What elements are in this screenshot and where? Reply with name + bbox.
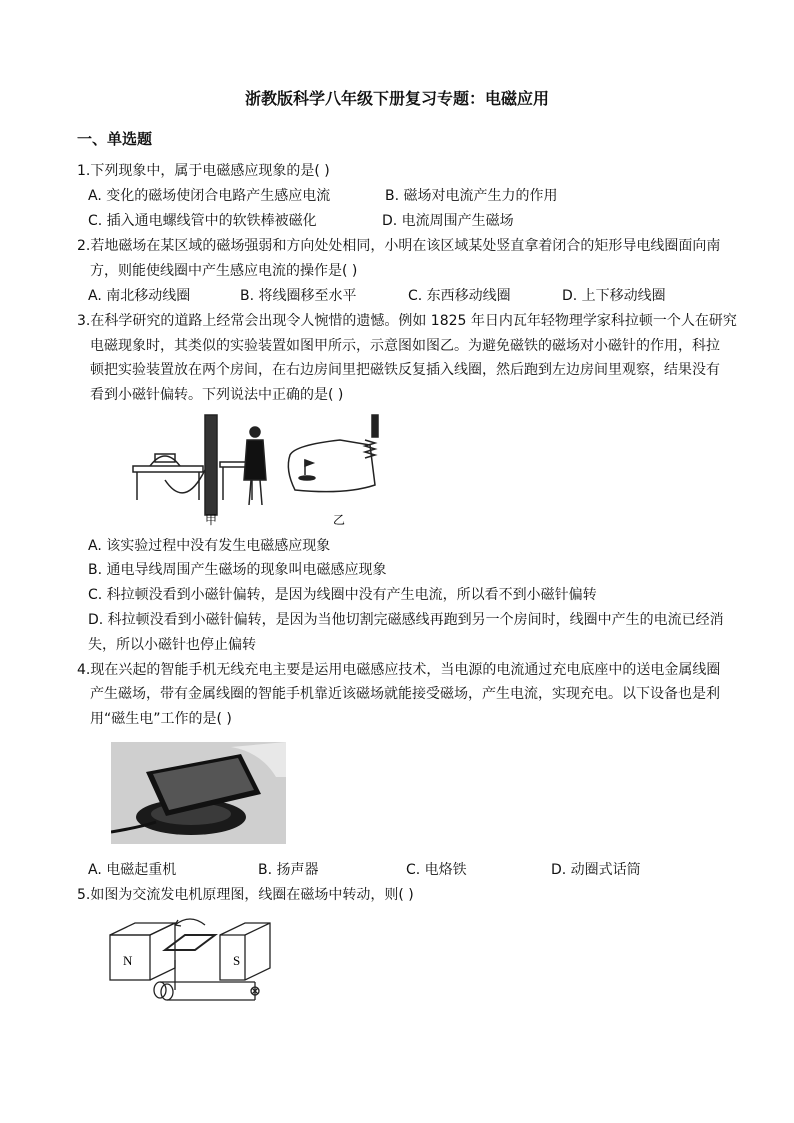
- q3-option-d-cont: 失，所以小磁针也停止偏转: [88, 637, 256, 653]
- q4-option-a: A. 电磁起重机: [88, 862, 177, 878]
- wireless-charging-photo: [111, 742, 286, 844]
- q3-option-a: A. 该实验过程中没有发生电磁感应现象: [88, 538, 331, 554]
- q1-option-a: A. 变化的磁场使闭合电路产生感应电流: [88, 188, 331, 204]
- ac-generator-figure: [105, 910, 275, 1015]
- question-4-text: 4.现在兴起的智能手机无线充电主要是运用电磁感应技术，当电源的电流通过充电底座中的送电金属线圈: [77, 662, 721, 678]
- question-2-text: 2.若地磁场在某区域的磁场强弱和方向处处相同，小明在该区域某处竖直拿着闭合的矩形导电线圈面向南: [77, 238, 721, 254]
- question-3-text-cont: 电磁现象时，其类似的实验装置如图甲所示，示意图如图乙。为避免磁铁的磁场对小磁针的作用，科拉: [90, 338, 720, 354]
- magnet-label-n: N: [123, 953, 133, 968]
- section-heading: 一、单选题: [77, 130, 153, 148]
- q4-option-d: D. 动圈式话筒: [551, 862, 641, 878]
- question-3-text: 3.在科学研究的道路上经常会出现令人惋惜的遗憾。例如 1825 年日内瓦年轻物理学家科拉顿一个人在研究: [77, 313, 737, 329]
- q3-option-d: D. 科拉顿没看到小磁针偏转，是因为当他切割完磁感线再跑到另一个房间时，线圈中产生的电流已经消: [88, 612, 724, 628]
- figure-label-jia: 甲: [205, 513, 218, 527]
- colladon-experiment-figure: [125, 410, 385, 530]
- q4-option-b: B. 扬声器: [258, 862, 319, 878]
- question-1-text: 1.下列现象中，属于电磁感应现象的是( ): [77, 163, 330, 179]
- q1-option-b: B. 磁场对电流产生力的作用: [385, 188, 558, 204]
- document-title: 浙教版科学八年级下册复习专题：电磁应用: [244, 89, 549, 108]
- question-2-text-cont: 方，则能使线圈中产生感应电流的操作是( ): [90, 263, 358, 279]
- question-3-text-cont: 顿把实验装置放在两个房间，在右边房间里把磁铁反复插入线圈，然后跑到左边房间里观察，结果没有: [90, 362, 720, 378]
- magnet-label-s: S: [233, 953, 241, 968]
- q2-option-b: B. 将线圈移至水平: [240, 288, 357, 304]
- q4-option-c: C. 电烙铁: [406, 862, 467, 878]
- q3-option-c: C. 科拉顿没看到小磁针偏转，是因为线圈中没有产生电流，所以看不到小磁针偏转: [88, 587, 597, 603]
- q1-option-c: C. 插入通电螺线管中的软铁棒被磁化: [88, 213, 317, 229]
- question-3-text-cont: 看到小磁针偏转。下列说法中正确的是( ): [90, 387, 344, 403]
- q2-option-a: A. 南北移动线圈: [88, 288, 191, 304]
- question-5-text: 5.如图为交流发电机原理图，线圈在磁场中转动，则( ): [77, 887, 414, 903]
- figure-label-yi: 乙: [333, 513, 346, 527]
- q2-option-c: C. 东西移动线圈: [408, 288, 511, 304]
- q3-option-b: B. 通电导线周围产生磁场的现象叫电磁感应现象: [88, 562, 387, 578]
- q2-option-d: D. 上下移动线圈: [562, 288, 666, 304]
- question-4-text-cont: 产生磁场，带有金属线圈的智能手机靠近该磁场就能接受磁场，产生电流，实现充电。以下设备也是利: [90, 686, 720, 702]
- q1-option-d: D. 电流周围产生磁场: [382, 213, 514, 229]
- question-4-text-cont: 用“磁生电”工作的是( ): [90, 711, 232, 727]
